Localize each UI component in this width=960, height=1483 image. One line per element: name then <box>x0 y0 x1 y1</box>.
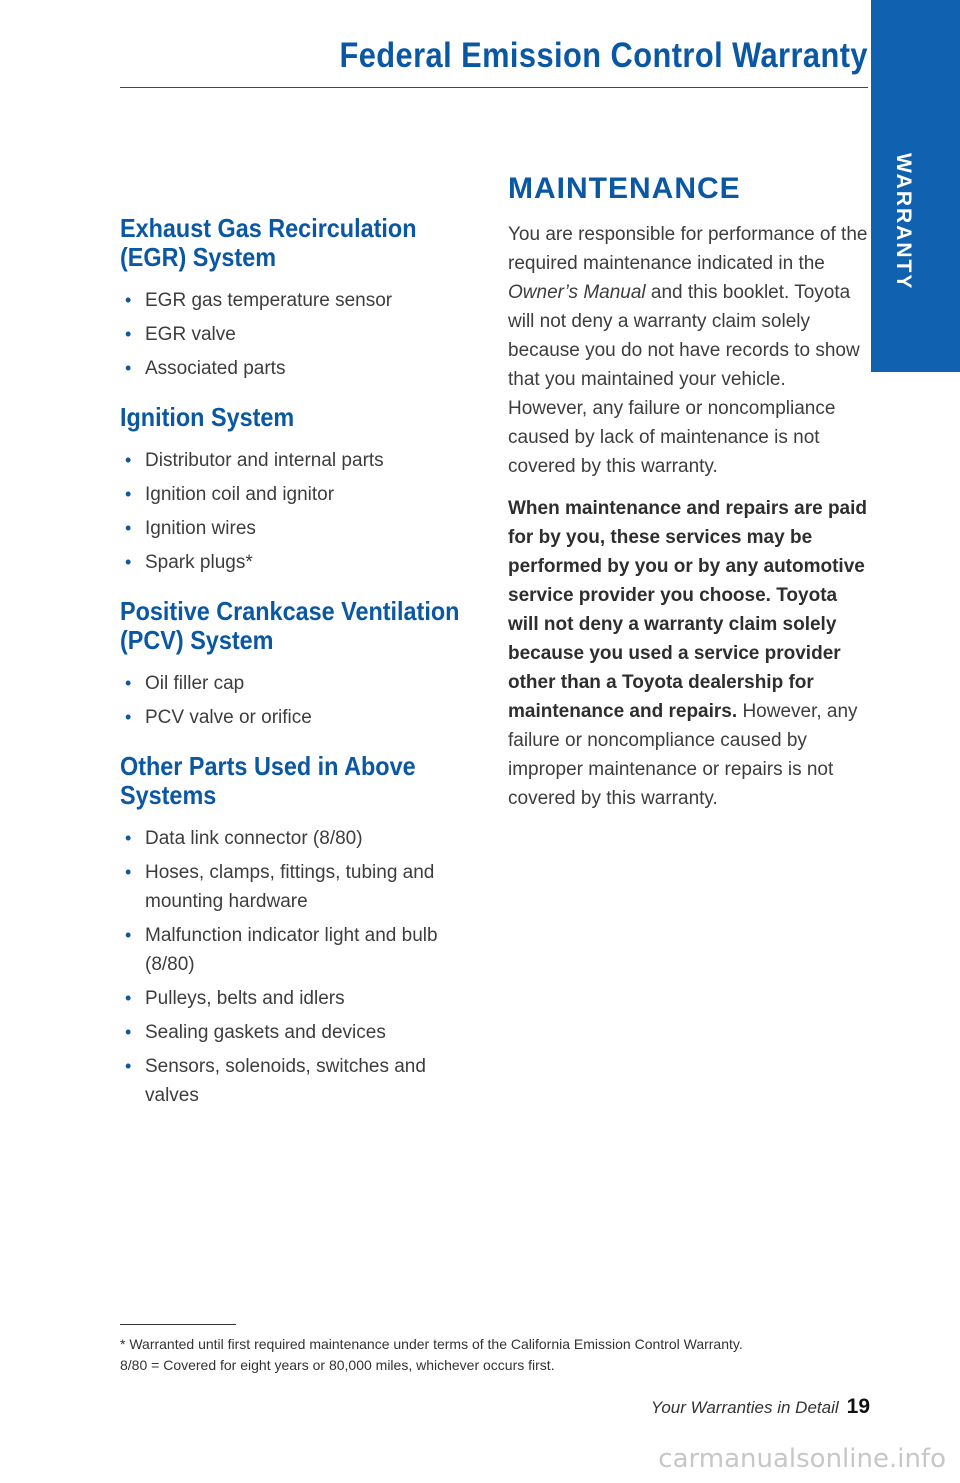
section-tab-label: WARRANTY <box>892 153 915 291</box>
list-item <box>120 858 470 916</box>
list-item-text: EGR gas temperature sensor <box>145 290 393 311</box>
bullet-icon: • <box>125 518 132 538</box>
section-heading: Other Parts Used in Above Systems <box>120 751 416 810</box>
list-item-text: Hoses, clamps, fittings, tubing and mounting hardware <box>145 862 435 912</box>
list-item <box>120 446 470 475</box>
list-item-text: EGR valve <box>145 324 236 345</box>
title-divider <box>120 87 868 88</box>
list-item-text: Ignition coil and ignitor <box>145 484 335 505</box>
list-item <box>120 669 470 698</box>
list-item <box>120 548 470 577</box>
page-title: Federal Emission Control Warranty <box>339 36 869 75</box>
list-item-text: Spark plugs* <box>145 552 253 573</box>
list-item-text: PCV valve or orifice <box>145 707 312 728</box>
bullet-icon: • <box>125 925 132 945</box>
bullet-icon: • <box>125 988 132 1008</box>
bullet-icon: • <box>125 450 132 470</box>
list-item-text: Associated parts <box>145 358 286 379</box>
list-item-text: Pulleys, belts and idlers <box>145 988 345 1009</box>
footer-text: Your Warranties in Detail <box>650 1398 839 1417</box>
maintenance-paragraph-1 <box>508 220 870 481</box>
bullet-icon: • <box>125 862 132 882</box>
list-item-text: Distributor and internal parts <box>145 450 384 471</box>
list-item <box>120 984 470 1013</box>
right-column <box>508 172 870 826</box>
bullet-icon: • <box>125 707 132 727</box>
list-item <box>120 480 470 509</box>
bullet-icon: • <box>125 290 132 310</box>
list-item-text: Data link connector (8/80) <box>145 828 363 849</box>
list-item <box>120 286 470 315</box>
list-item <box>120 1052 470 1110</box>
left-column <box>120 214 470 1130</box>
maintenance-heading: MAINTENANCE <box>508 172 741 205</box>
bullet-icon: • <box>125 1056 132 1076</box>
maintenance-p1-text-b: and this booklet. Toyota will not deny a warranty claim solely because you do not have records to show that you maintained your vehicle. However, any failure or noncompliance caused by lack of maintenance is not covered by this warranty. <box>508 282 860 477</box>
list-item <box>120 703 470 732</box>
bullet-icon: • <box>125 484 132 504</box>
section-heading: Ignition System <box>120 402 295 432</box>
section-heading: Positive Crankcase Ventilation (PCV) System <box>120 596 460 655</box>
footnote-divider <box>120 1324 236 1325</box>
maintenance-paragraph-2 <box>508 494 870 813</box>
page-footer <box>600 1395 870 1419</box>
list-item-text: Sealing gaskets and devices <box>145 1022 386 1043</box>
list-item <box>120 1018 470 1047</box>
parts-list <box>120 669 470 732</box>
bullet-icon: • <box>125 673 132 693</box>
section-tab <box>871 0 960 372</box>
list-item <box>120 921 470 979</box>
list-item-text: Oil filler cap <box>145 673 245 694</box>
bullet-icon: • <box>125 552 132 572</box>
watermark: carmanualsonline.info <box>658 1444 946 1474</box>
parts-list <box>120 824 470 1110</box>
footnote-8-80: 8/80 = Covered for eight years or 80,000 miles, whichever occurs first. <box>120 1357 555 1373</box>
bullet-icon: • <box>125 1022 132 1042</box>
list-item <box>120 824 470 853</box>
bullet-icon: • <box>125 828 132 848</box>
list-item <box>120 514 470 543</box>
footnote-spark-plugs: * Warranted until first required maintenance under terms of the California Emission Control Warranty. <box>120 1336 743 1352</box>
list-item-text: Malfunction indicator light and bulb (8/80) <box>145 925 438 975</box>
owners-manual-reference: Owner’s Manual <box>508 282 646 303</box>
list-item <box>120 320 470 349</box>
parts-list <box>120 446 470 577</box>
maintenance-p1-text-a: You are responsible for performance of the required maintenance indicated in the <box>508 224 868 274</box>
list-item <box>120 354 470 383</box>
maintenance-p2-bold-text: When maintenance and repairs are paid for by you, these services may be performed by you or by any automotive service provider you choose. Toyota will not deny a warranty claim solely because you used a service provider other than a Toyota dealership for maintenance and repairs. <box>508 498 867 722</box>
page-number: 19 <box>846 1395 870 1418</box>
list-item-text: Sensors, solenoids, switches and valves <box>145 1056 426 1106</box>
bullet-icon: • <box>125 358 132 378</box>
parts-list <box>120 286 470 383</box>
section-heading: Exhaust Gas Recirculation (EGR) System <box>120 213 417 272</box>
bullet-icon: • <box>125 324 132 344</box>
maintenance-p2-text: However, any failure or noncompliance caused by improper maintenance or repairs is not covered by this warranty. <box>508 701 858 809</box>
list-item-text: Ignition wires <box>145 518 256 539</box>
